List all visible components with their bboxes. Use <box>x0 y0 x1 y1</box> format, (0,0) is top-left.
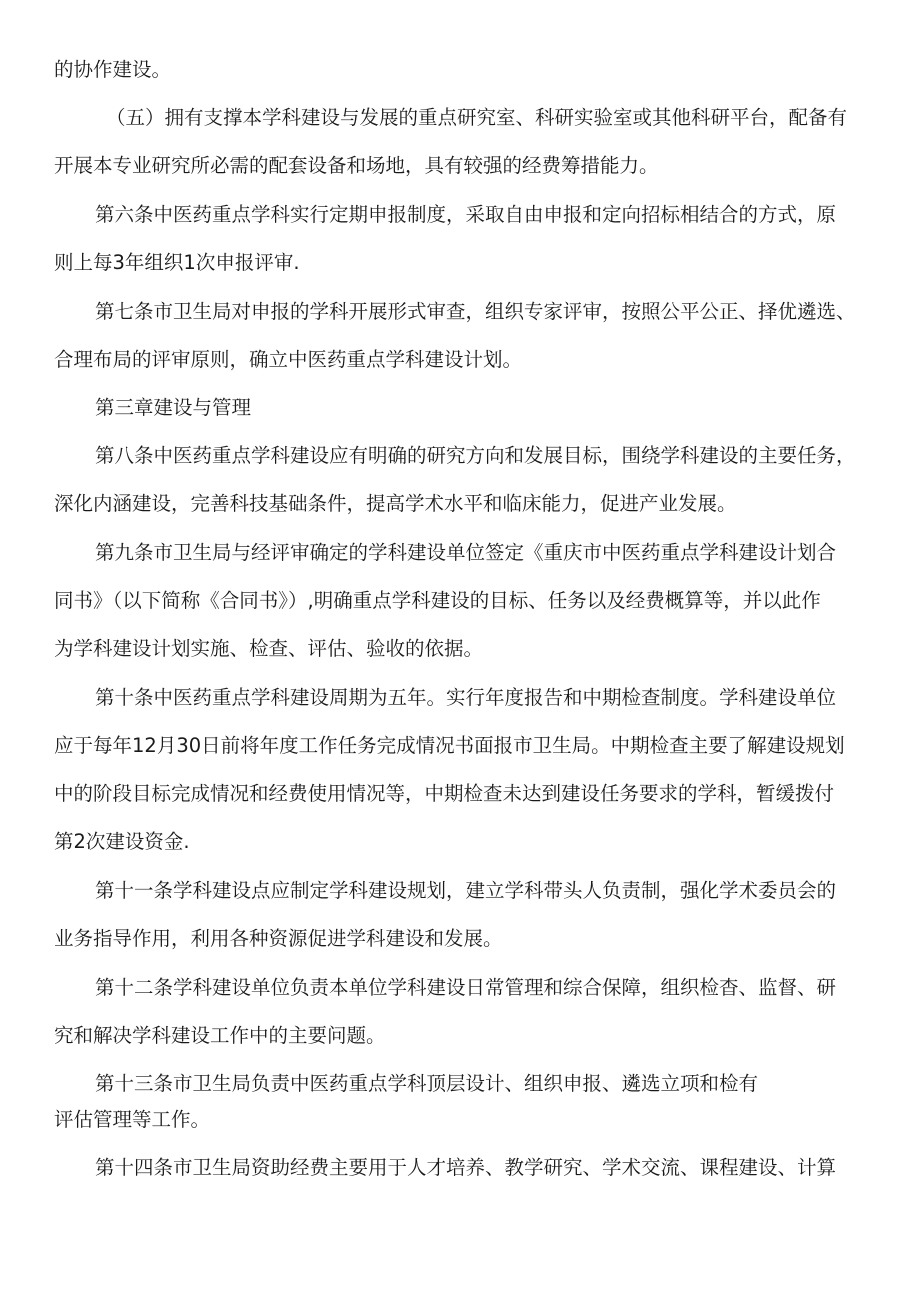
text-line: 开展本专业研究所必需的配套设备和场地，具有较强的经费筹措能力。 <box>54 154 659 177</box>
text-line: 中的阶段目标完成情况和经费使用情况等，中期检查未达到建设任务要求的学科，暂缓拨付 <box>54 782 835 805</box>
text-line: 第十四条市卫生局资助经费主要用于人才培养、教学研究、学术交流、课程建设、计算 <box>95 1156 837 1179</box>
text-line: 第六条中医药重点学科实行定期申报制度，采取自由申报和定向招标相结合的方式，原 <box>95 203 837 226</box>
text-line: 第九条市卫生局与经评审确定的学科建设单位签定《重庆市中医药重点学科建设计划合 <box>95 541 837 564</box>
text-line: 究和解决学科建设工作中的主要问题。 <box>54 1024 386 1047</box>
text-line: 为学科建设计划实施、检查、评估、验收的依据。 <box>54 637 484 660</box>
text-line: 评估管理等工作。 <box>54 1108 211 1131</box>
section-heading: 第三章建设与管理 <box>95 396 252 419</box>
text-line: （五）拥有支撑本学科建设与发展的重点研究室、科研实验室或其他科研平台，配备有 <box>106 106 848 129</box>
text-line: 应于每年12月30日前将年度工作任务完成情况书面报市卫生局。中期检查主要了解建设规划 <box>54 734 845 757</box>
text-line: 合理布局的评审原则，确立中医药重点学科建设计划。 <box>54 348 523 371</box>
text-line: 的协作建设。 <box>54 58 172 81</box>
text-line: 第七条市卫生局对申报的学科开展形式审查，组织专家评审，按照公平公正、择优遴选、 <box>95 300 856 323</box>
text-line: 第十三条市卫生局负责中医药重点学科顶层设计、组织申报、遴选立项和检有 <box>95 1072 759 1095</box>
text-line: 业务指导作用，利用各种资源促进学科建设和发展。 <box>54 927 503 950</box>
text-line: 则上每3年组织1次申报评审. <box>54 251 300 274</box>
text-line: 同书》（以下简称《合同书》）,明确重点学科建设的目标、任务以及经费概算等，并以此作 <box>54 589 821 612</box>
text-line: 第十一条学科建设点应制定学科建设规划，建立学科带头人负责制，强化学术委员会的 <box>95 879 837 902</box>
text-line: 深化内涵建设，完善科技基础条件，提高学术水平和临床能力，促进产业发展。 <box>54 492 737 515</box>
text-line: 第八条中医药重点学科建设应有明确的研究方向和发展目标，围绕学科建设的主要任务， <box>95 444 856 467</box>
text-line: 第2次建设资金. <box>54 830 190 853</box>
text-line: 第十二条学科建设单位负责本单位学科建设日常管理和综合保障，组织检杳、监督、研 <box>95 976 837 999</box>
text-line: 第十条中医药重点学科建设周期为五年。实行年度报告和中期检查制度。学科建设单位 <box>95 686 837 709</box>
